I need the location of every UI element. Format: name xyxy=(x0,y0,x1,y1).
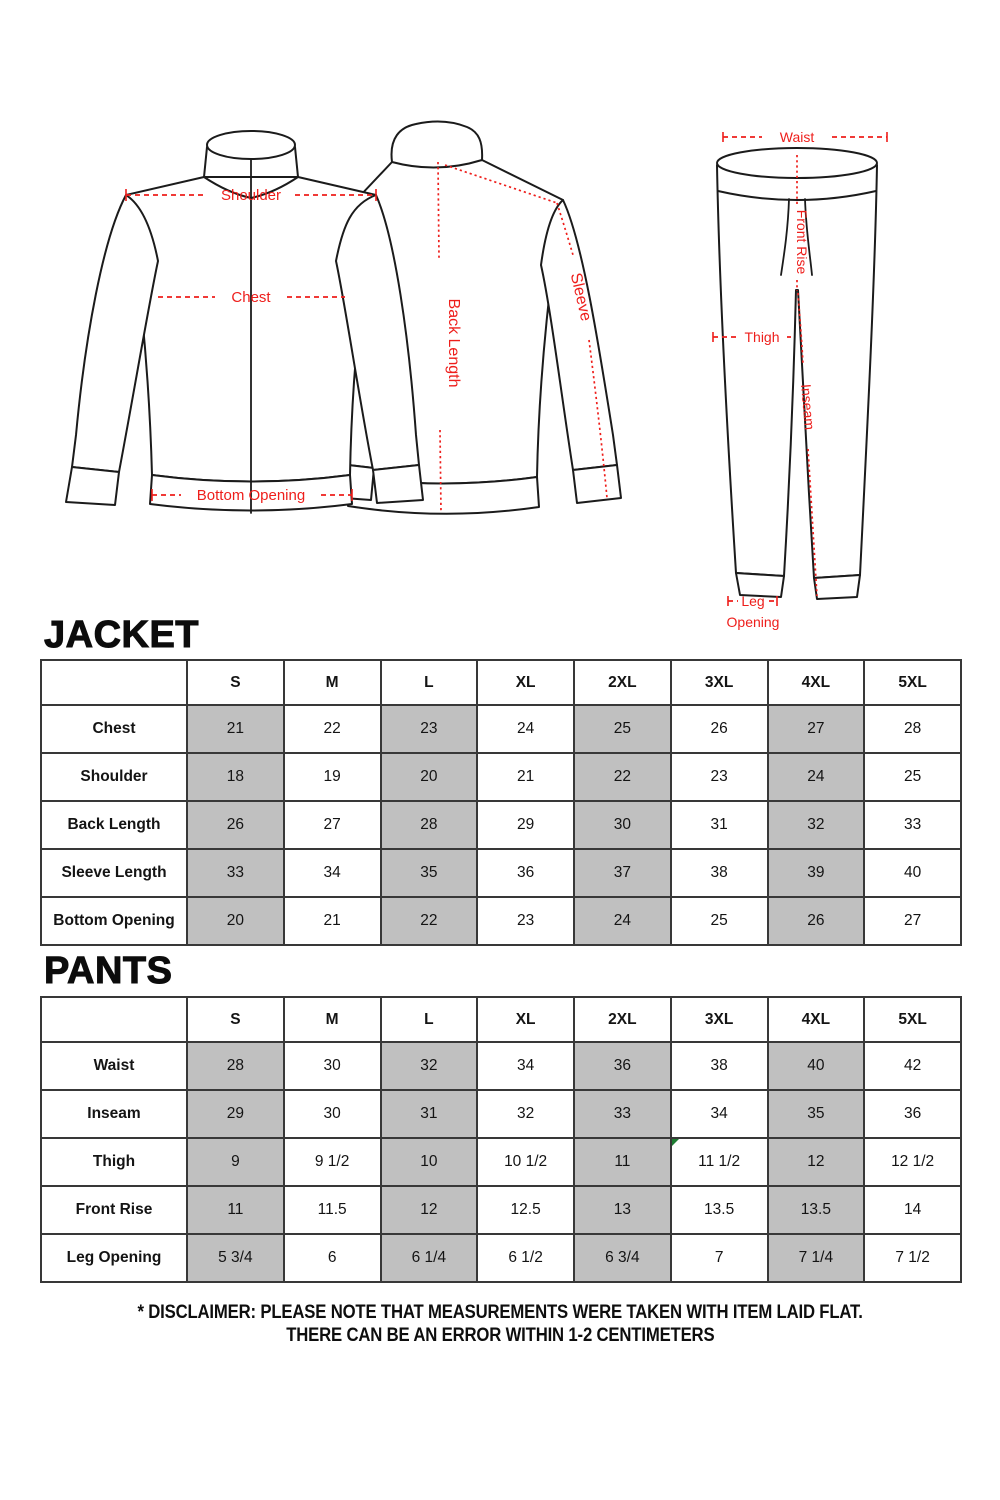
disclaimer-line2: THERE CAN BE AN ERROR WITHIN 1-2 CENTIMETERS xyxy=(285,1325,715,1346)
jacket-front-cuff-left xyxy=(66,467,119,505)
size-header-2xl: 2XL xyxy=(574,660,671,705)
size-header-s: S xyxy=(187,997,284,1042)
measurement-value: 9 1/2 xyxy=(284,1138,381,1186)
measurement-value: 21 xyxy=(187,705,284,753)
measurement-value: 38 xyxy=(671,849,768,897)
measurement-value: 13.5 xyxy=(768,1186,865,1234)
jacket-front-collar-top xyxy=(207,131,295,159)
table-corner-cell xyxy=(41,660,187,705)
measurement-value: 6 1/2 xyxy=(477,1234,574,1282)
measurement-label: Back Length xyxy=(41,801,187,849)
measurement-value: 30 xyxy=(284,1090,381,1138)
leg-opening-label-line2: Opening xyxy=(726,614,780,630)
measurement-value: 12 xyxy=(768,1138,865,1186)
disclaimer xyxy=(0,1301,1000,1347)
jacket-front-cuff-right xyxy=(373,465,423,503)
measurement-value: 11.5 xyxy=(284,1186,381,1234)
measurement-label: Inseam xyxy=(41,1090,187,1138)
measurement-value: 42 xyxy=(864,1042,961,1090)
pants-size-table xyxy=(40,996,962,1283)
measurement-value: 36 xyxy=(864,1090,961,1138)
measurement-value: 26 xyxy=(187,801,284,849)
measurement-value: 34 xyxy=(477,1042,574,1090)
measurement-value: 33 xyxy=(864,801,961,849)
table-header-row xyxy=(41,997,961,1042)
measurement-label: Chest xyxy=(41,705,187,753)
jacket-section-title: JACKET xyxy=(44,614,200,656)
measurement-value: 23 xyxy=(381,705,478,753)
measurement-value: 12 xyxy=(381,1186,478,1234)
measurement-value: 29 xyxy=(187,1090,284,1138)
measurement-value: 39 xyxy=(768,849,865,897)
measurement-value: 32 xyxy=(477,1090,574,1138)
measurement-label: Sleeve Length xyxy=(41,849,187,897)
measurement-value: 11 xyxy=(574,1138,671,1186)
measurement-value: 23 xyxy=(477,897,574,945)
size-header-4xl: 4XL xyxy=(768,997,865,1042)
measurement-value: 35 xyxy=(381,849,478,897)
measurement-value: 32 xyxy=(768,801,865,849)
measurement-label: Shoulder xyxy=(41,753,187,801)
measurement-value: 37 xyxy=(574,849,671,897)
leg-opening-label-line1: Leg xyxy=(741,593,765,609)
table-corner-cell xyxy=(41,997,187,1042)
size-header-m: M xyxy=(284,997,381,1042)
inseam-label: Inseam xyxy=(798,383,818,431)
size-header-4xl: 4XL xyxy=(768,660,865,705)
thigh-label: Thigh xyxy=(744,329,780,345)
size-header-5xl: 5XL xyxy=(864,997,961,1042)
measurement-value: 24 xyxy=(574,897,671,945)
table-row xyxy=(41,753,961,801)
jacket-front-diagram xyxy=(55,103,425,548)
measurement-value: 30 xyxy=(284,1042,381,1090)
table-row xyxy=(41,897,961,945)
measurement-value: 20 xyxy=(187,897,284,945)
measurement-value: 33 xyxy=(574,1090,671,1138)
table-row xyxy=(41,1186,961,1234)
measurement-value: 14 xyxy=(864,1186,961,1234)
measurement-value: 31 xyxy=(381,1090,478,1138)
measurement-value: 22 xyxy=(381,897,478,945)
measurement-value: 28 xyxy=(381,801,478,849)
sleeve-label: Sleeve xyxy=(566,271,595,323)
table-row xyxy=(41,1090,961,1138)
measurement-value: 7 1/2 xyxy=(864,1234,961,1282)
measurement-value: 27 xyxy=(864,897,961,945)
measurement-value: 40 xyxy=(864,849,961,897)
measurement-value: 36 xyxy=(477,849,574,897)
size-header-l: L xyxy=(381,660,478,705)
measurement-value: 11 xyxy=(187,1186,284,1234)
measurement-value: 5 3/4 xyxy=(187,1234,284,1282)
measurement-value: 18 xyxy=(187,753,284,801)
measurement-label: Thigh xyxy=(41,1138,187,1186)
jacket-front-sleeve-left xyxy=(72,195,158,472)
measurement-value: 24 xyxy=(768,753,865,801)
measurement-value: 9 xyxy=(187,1138,284,1186)
measurement-value: 31 xyxy=(671,801,768,849)
cell-note-marker xyxy=(672,1139,679,1146)
jacket-back-cuff-right xyxy=(573,465,621,503)
measurement-value: 27 xyxy=(768,705,865,753)
measurement-value: 11 1/2 xyxy=(671,1138,768,1186)
measurement-value: 19 xyxy=(284,753,381,801)
measurement-value: 12.5 xyxy=(477,1186,574,1234)
measurement-value: 38 xyxy=(671,1042,768,1090)
measurement-value: 12 1/2 xyxy=(864,1138,961,1186)
size-header-s: S xyxy=(187,660,284,705)
measurement-value: 26 xyxy=(768,897,865,945)
table-row xyxy=(41,1234,961,1282)
size-header-3xl: 3XL xyxy=(671,660,768,705)
measurement-value: 10 1/2 xyxy=(477,1138,574,1186)
measurement-value: 13.5 xyxy=(671,1186,768,1234)
size-header-m: M xyxy=(284,660,381,705)
measurement-label: Front Rise xyxy=(41,1186,187,1234)
measurement-value: 20 xyxy=(381,753,478,801)
measurement-value: 21 xyxy=(477,753,574,801)
measurement-value: 30 xyxy=(574,801,671,849)
table-row xyxy=(41,801,961,849)
measurement-label: Bottom Opening xyxy=(41,897,187,945)
measurement-value: 27 xyxy=(284,801,381,849)
measurement-value: 26 xyxy=(671,705,768,753)
table-row xyxy=(41,705,961,753)
measurement-label: Leg Opening xyxy=(41,1234,187,1282)
measurement-value: 35 xyxy=(768,1090,865,1138)
measurement-label: Waist xyxy=(41,1042,187,1090)
measurement-value: 13 xyxy=(574,1186,671,1234)
measurement-value: 24 xyxy=(477,705,574,753)
measurement-value: 6 3/4 xyxy=(574,1234,671,1282)
measurement-value: 23 xyxy=(671,753,768,801)
pants-cuff-right xyxy=(814,575,860,599)
measurement-value: 7 1/4 xyxy=(768,1234,865,1282)
measurement-value: 28 xyxy=(864,705,961,753)
waist-label: Waist xyxy=(779,129,815,145)
table-row xyxy=(41,849,961,897)
measurement-value: 10 xyxy=(381,1138,478,1186)
jacket-size-table xyxy=(40,659,962,946)
front-rise-label: Front Rise xyxy=(794,209,810,275)
chest-label: Chest xyxy=(231,289,271,306)
shoulder-label: Shoulder xyxy=(220,187,282,204)
table-row xyxy=(41,1138,961,1186)
table-header-row xyxy=(41,660,961,705)
jacket-back-sleeve-right xyxy=(541,200,617,470)
measurement-value: 6 1/4 xyxy=(381,1234,478,1282)
size-header-l: L xyxy=(381,997,478,1042)
size-header-3xl: 3XL xyxy=(671,997,768,1042)
measurement-value: 29 xyxy=(477,801,574,849)
size-header-5xl: 5XL xyxy=(864,660,961,705)
pants-waistband-top xyxy=(717,148,877,178)
bottom-opening-label: Bottom Opening xyxy=(196,487,306,504)
pants-section-title: PANTS xyxy=(44,950,173,992)
pants-diagram xyxy=(690,115,910,635)
measurement-value: 34 xyxy=(284,849,381,897)
size-header-xl: XL xyxy=(477,660,574,705)
size-header-2xl: 2XL xyxy=(574,997,671,1042)
back-length-label: Back Length xyxy=(445,298,462,388)
measurement-value: 22 xyxy=(574,753,671,801)
measurement-value: 25 xyxy=(671,897,768,945)
measurement-value: 40 xyxy=(768,1042,865,1090)
measurement-value: 36 xyxy=(574,1042,671,1090)
disclaimer-line1: * DISCLAIMER: PLEASE NOTE THAT MEASUREMENTS WERE TAKEN WITH ITEM LAID FLAT. xyxy=(137,1302,863,1323)
measurement-value: 21 xyxy=(284,897,381,945)
size-header-xl: XL xyxy=(477,997,574,1042)
measurement-value: 34 xyxy=(671,1090,768,1138)
measurement-value: 28 xyxy=(187,1042,284,1090)
measurement-value: 32 xyxy=(381,1042,478,1090)
measurement-value: 25 xyxy=(864,753,961,801)
measurement-value: 33 xyxy=(187,849,284,897)
measurement-value: 6 xyxy=(284,1234,381,1282)
table-row xyxy=(41,1042,961,1090)
measurement-value: 25 xyxy=(574,705,671,753)
measurement-value: 7 xyxy=(671,1234,768,1282)
measurement-value: 22 xyxy=(284,705,381,753)
